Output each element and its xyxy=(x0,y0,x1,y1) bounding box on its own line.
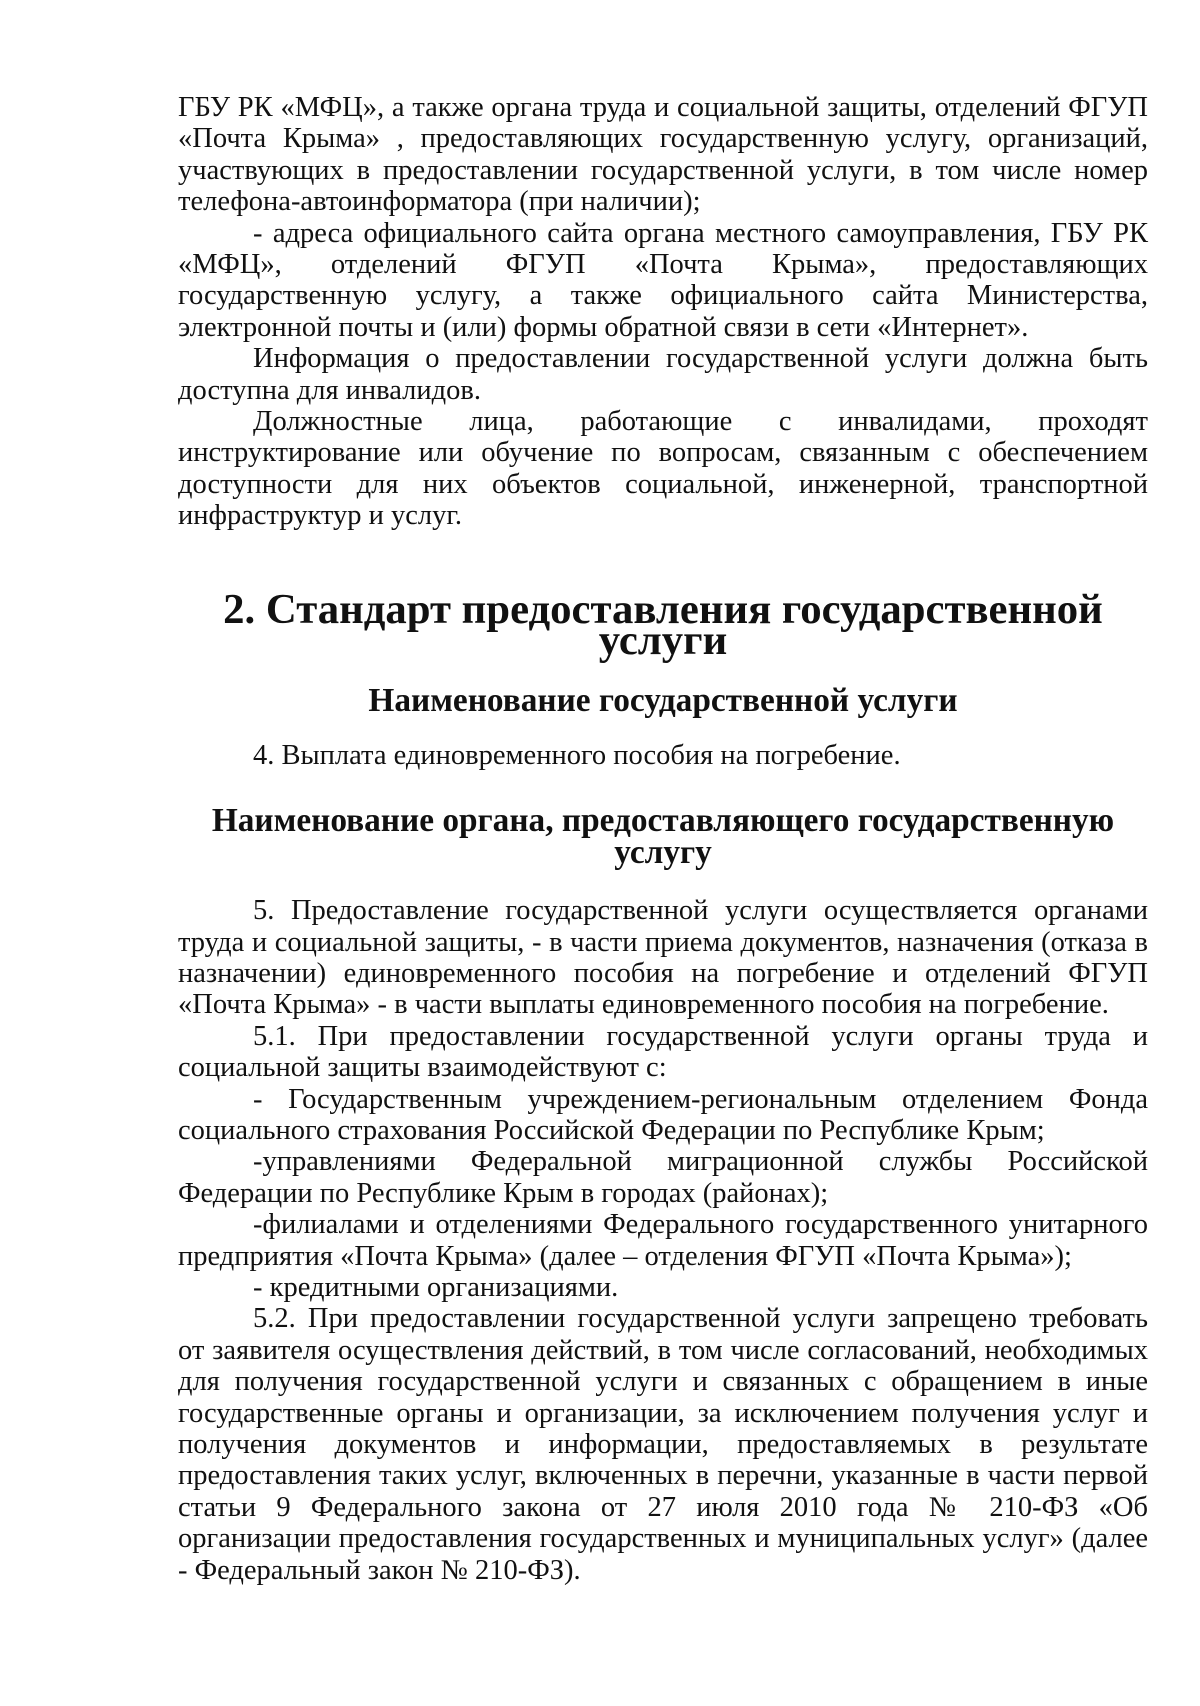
clause-4: 4. Выплата единовременного пособия на погребение. xyxy=(253,739,901,771)
clause-5-1-social-insurance-fund: - Государственным учреждением-региональным отделением Фонда социального страхования Российской Федерации по Республике Крым; xyxy=(178,1083,1148,1146)
subheading-providing-organ: Наименование органа, предоставляющего государственную услугу xyxy=(211,802,1115,871)
clause-5-1-credit-organizations: - кредитными организациями. xyxy=(253,1272,619,1303)
paragraph-accessibility-info: Информация о предоставлении государственной услуги должна быть доступна для инвалидов. xyxy=(178,343,1148,406)
paragraph-contacts-continued: ГБУ РК «МФЦ», а также органа труда и социальной защиты, отделений ФГУП «Почта Крыма» , предоставляющих государственную услугу, организаций, участвующих в предоставлении государственной услуги, в том числе номер телефона-автоинформатора (при наличии); xyxy=(178,92,1148,218)
clause-5-2: 5.2. При предоставлении государственной услуги запрещено требовать от заявителя осуществления действий, в том числе согласований, необходимых для получения государственной услуги и связанных с обращением в иные государственные органы и организации, за исключением получения услуг и получения документов и информации, предоставляемых в результате предоставления таких услуг, включенных в перечни, указанные в части первой статьи 9 Федерального закона от 27 июля 2010 года № 210-ФЗ «Об организации предоставления государственных и муниципальных услуг» (далее - Федеральный закон № 210-ФЗ). xyxy=(178,1303,1148,1586)
clause-5-1-migration-service: -управлениями Федеральной миграционной службы Российской Федерации по Республике Крым в городах (районах); xyxy=(178,1146,1148,1209)
clause-5-1-post-branches: -филиалами и отделениями Федерального государственного унитарного предприятия «Почта Крыма» (далее – отделения ФГУП «Почта Крыма»); xyxy=(178,1209,1148,1272)
document-body xyxy=(178,92,1148,1586)
paragraph-staff-training: Должностные лица, работающие с инвалидами, проходят инструктирование или обучение по вопросам, связанным с обеспечением доступности для них объектов социальной, инженерной, транспортной инфраструктур и услуг. xyxy=(178,406,1148,532)
clause-5-1: 5.1. При предоставлении государственной услуги органы труда и социальной защиты взаимодействуют с: xyxy=(178,1020,1148,1084)
paragraph-website-addresses: - адреса официального сайта органа местного самоуправления, ГБУ РК «МФЦ», отделений ФГУП «Почта Крыма», предоставляющих государственную услугу, а также официального сайта Министерства, электронной почты и (или) формы обратной связи в сети «Интернет». xyxy=(178,217,1148,343)
clause-5: 5. Предоставление государственной услуги осуществляется органами труда и социальной защиты, - в части приема документов, назначения (отказа в назначении) единовременного пособия на погребение и отделений ФГУП «Почта Крыма» - в части выплаты единовременного пособия на погребение. xyxy=(178,895,1148,1021)
subheading-service-name: Наименование государственной услуги xyxy=(368,681,958,719)
section-title: 2. Стандарт предоставления государственной услуги xyxy=(223,585,1103,665)
